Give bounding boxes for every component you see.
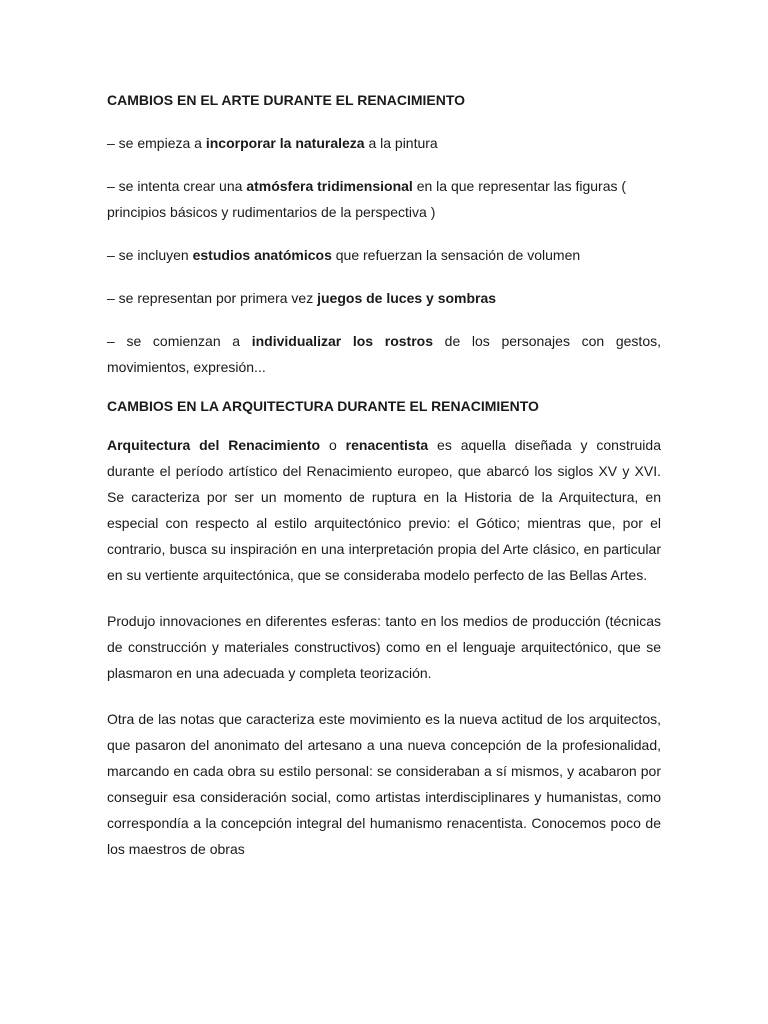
text-run: – se comienzan a (107, 333, 252, 349)
document-page (107, 90, 661, 862)
text-run: Produjo innovaciones en diferentes esferas: tanto en los medios de producción (técnicas de construcción y materiales constructivos) como en el lenguaje arquitectónico, que se plasmaron en una adecuada y completa teorización. (107, 613, 661, 681)
section-heading-arte: CAMBIOS EN EL ARTE DURANTE EL RENACIMIENTO (107, 92, 466, 108)
bold-text: individualizar los rostros (251, 333, 433, 349)
list-item (107, 173, 661, 225)
text-run: – se incluyen (107, 247, 193, 263)
text-run: – se representan por primera vez (107, 290, 318, 306)
bold-text: incorporar la naturaleza (205, 135, 365, 151)
section-heading-arquitectura: CAMBIOS EN LA ARQUITECTURA DURANTE EL RENACIMIENTO (107, 398, 539, 414)
list-item (107, 130, 661, 156)
bold-text: juegos de luces y sombras (317, 290, 497, 306)
list-item (107, 328, 661, 380)
list-item (107, 285, 661, 311)
text-run: es aquella diseñada y construida durante el período artístico del Renacimiento europeo, que abarcó los siglos XV y XVI. Se caracteriza por ser un momento de ruptura en la Historia de la Arquitectura, en especial con respecto al estilo arquitectónico previo: el Gótico; mientras que, por el contrario, busca su inspiración en una interpretación propia del Arte clásico, en particular en su vertiente arquitectónica, que se consideraba modelo perfecto de las Bellas Artes. (107, 437, 661, 583)
paragraph (107, 706, 661, 862)
text-run: – se empieza a (107, 135, 206, 151)
paragraph (107, 432, 661, 588)
text-run: Otra de las notas que caracteriza este movimiento es la nueva actitud de los arquitectos, que pasaron del anonimato del artesano a una nueva concepción de la profesionalidad, marcando en cada obra su estilo personal: se consideraban a sí mismos, y acabaron por conseguir esa consideración social, como artistas interdisciplinares y humanistas, como correspondía a la concepción integral del humanismo renacentista. Conocemos poco de los maestros de obras (107, 711, 661, 857)
bold-text: Arquitectura del Renacimiento (107, 437, 321, 453)
bold-text: renacentista (345, 437, 429, 453)
bold-text: atmósfera tridimensional (246, 178, 413, 194)
list-item (107, 242, 661, 268)
text-run: en la que representar las figuras ( principios básicos y rudimentarios de la perspectiva ) (107, 178, 627, 220)
text-run: o (320, 437, 346, 453)
bold-text: estudios anatómicos (192, 247, 332, 263)
paragraph (107, 608, 661, 686)
text-run: – se intenta crear una (107, 178, 247, 194)
text-run: de los personajes con gestos, movimientos, expresión... (107, 333, 662, 375)
text-run: a la pintura (364, 135, 438, 151)
text-run: que refuerzan la sensación de volumen (331, 247, 581, 263)
